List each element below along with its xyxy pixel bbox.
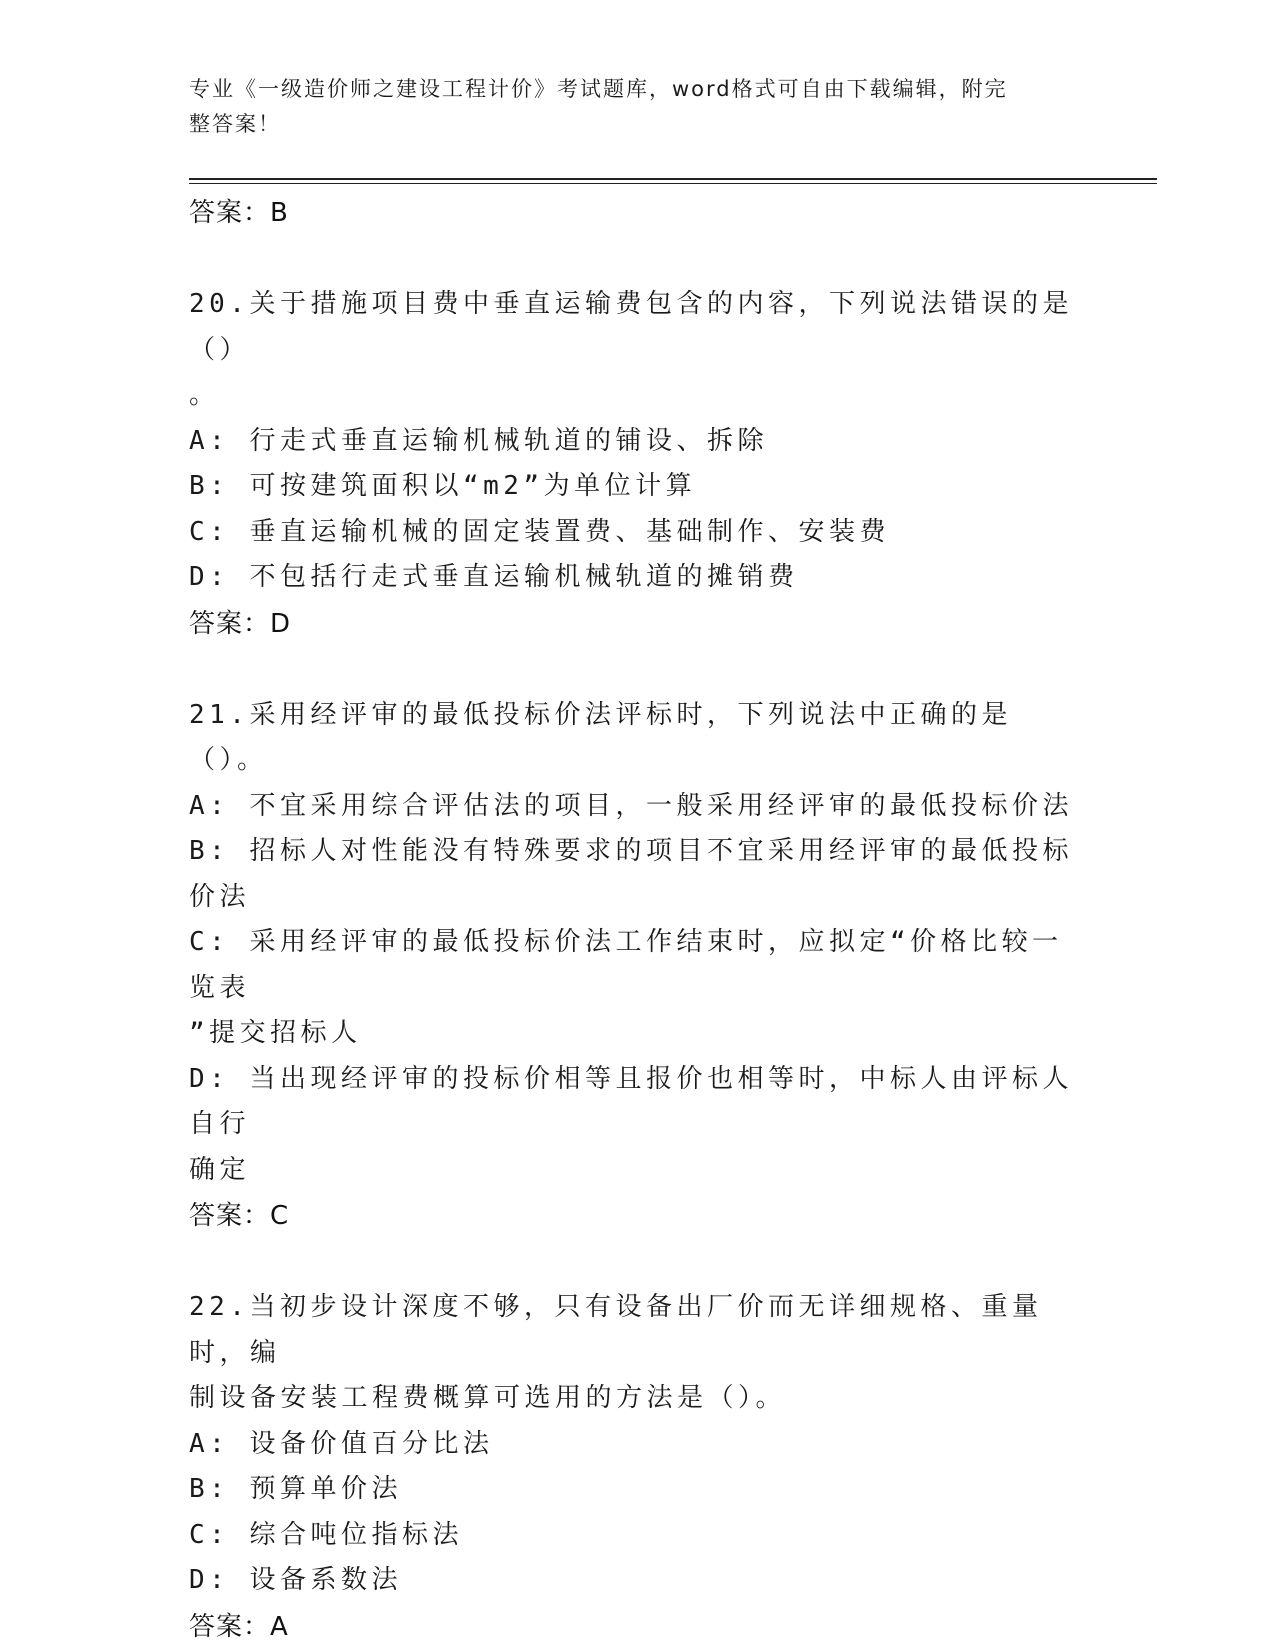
question-20-option-a: A: 行走式垂直运输机械轨道的铺设、拆除 <box>189 425 768 456</box>
question-21-answer: 答案：C <box>189 1201 290 1231</box>
header-line-2: 整答案！ <box>189 112 281 136</box>
question-20-option-c: C: 垂直运输机械的固定装置费、基础制作、安装费 <box>189 516 890 547</box>
question-21 <box>189 693 1089 1240</box>
spacer <box>189 647 1089 693</box>
question-21-option-d-line-1: D: 当出现经评审的投标价相等且报价也相等时，中标人由评标人自行 <box>189 1063 1073 1139</box>
question-21-option-a: A: 不宜采用综合评估法的项目，一般采用经评审的最低投标价法 <box>189 790 1073 821</box>
spacer <box>189 236 1089 282</box>
previous-answer: 答案：B <box>189 198 289 228</box>
question-21-option-b: B: 招标人对性能没有特殊要求的项目不宜采用经评审的最低投标价法 <box>189 836 1073 912</box>
question-22 <box>189 1285 1089 1650</box>
header-line-1: 专业《一级造价师之建设工程计价》考试题库，word格式可自由下载编辑，附完 <box>189 77 1008 101</box>
page-header <box>189 72 1089 142</box>
question-22-stem-line-1: 22.当初步设计深度不够，只有设备出厂价而无详细规格、重量时，编 <box>189 1292 1043 1368</box>
question-20-stem-line-2: 。 <box>189 380 220 410</box>
question-21-option-c-line-1: C: 采用经评审的最低投标价法工作结束时，应拟定“价格比较一览表 <box>189 927 1063 1003</box>
question-20-option-d: D: 不包括行走式垂直运输机械轨道的摊销费 <box>189 562 799 592</box>
header-divider-thin <box>189 183 1157 184</box>
question-20-stem-line-1: 20.关于措施项目费中垂直运输费包含的内容，下列说法错误的是（） <box>189 289 1073 365</box>
question-20-option-b: B: 可按建筑面积以“m2”为单位计算 <box>189 471 697 501</box>
question-22-answer: 答案：A <box>189 1611 289 1642</box>
question-22-option-b: B: 预算单价法 <box>189 1474 402 1504</box>
question-20 <box>189 282 1089 647</box>
question-22-option-c: C: 综合吨位指标法 <box>189 1519 463 1550</box>
question-20-answer: 答案：D <box>189 608 292 639</box>
question-22-stem-line-2: 制设备安装工程费概算可选用的方法是（）。 <box>189 1383 787 1413</box>
question-21-stem-line-1: 21.采用经评审的最低投标价法评标时，下列说法中正确的是（）。 <box>189 699 1012 775</box>
spacer <box>189 1239 1089 1285</box>
question-21-option-c-line-2: ”提交招标人 <box>189 1018 362 1048</box>
question-22-option-a: A: 设备价值百分比法 <box>189 1428 494 1459</box>
header-divider-thick <box>189 178 1157 180</box>
question-22-option-d: D: 设备系数法 <box>189 1565 402 1595</box>
question-content <box>189 190 1089 1650</box>
question-21-option-d-line-2: 确定 <box>189 1154 251 1185</box>
